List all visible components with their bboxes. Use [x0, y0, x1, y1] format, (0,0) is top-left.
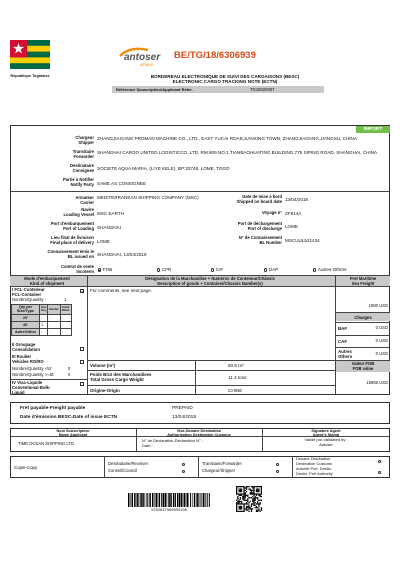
vessel-label: Navire Loading Vessel — [63, 207, 94, 217]
caf-value: 0 USD — [375, 338, 388, 343]
barcode-number: 9752817969593196 — [151, 507, 187, 512]
groupage-checkbox[interactable] — [80, 347, 84, 351]
divider — [10, 286, 390, 287]
radio-icon — [264, 268, 267, 271]
customs-header: Visa Douane Destination Authorization Destination Customs — [167, 429, 231, 438]
table-row: Autre/Other - - - — [12, 328, 72, 335]
applicant-ref-bar — [112, 86, 324, 93]
bulk-checkbox[interactable] — [80, 382, 84, 386]
roro-label: III Roulier Vehicles RO/RO — [12, 354, 44, 364]
bl-number-value: MSCUUL521434 — [285, 238, 320, 243]
doc-title-fr: BORDEREAU ELECTRONIQUE DE SUIVI DES CARGAISONS (BESC) — [150, 74, 300, 79]
table-header: Sec Dry — [41, 304, 47, 313]
final-delivery-label: Lieu final de livraison Final place of delivery — [50, 235, 94, 245]
divider — [87, 385, 335, 386]
freight-payable-label: Fret payable-Freight payable — [20, 406, 86, 411]
copy-box — [10, 456, 390, 478]
other-charges-label: Autres Others — [338, 349, 353, 360]
mode-header: Mode d'embarquement Kind of shipment — [24, 276, 70, 286]
incoterm-cfr[interactable]: CFR — [157, 267, 171, 272]
fcl-qty-value: 1 — [64, 297, 67, 302]
radio-icon — [313, 268, 316, 271]
origin-value: CHINE — [228, 388, 243, 393]
issue-date-label: Date d'émission BESC-Date of issue ECTN — [20, 415, 118, 420]
comments-text: For comments, see next page. — [90, 288, 153, 293]
carrier-label: Armateur Carrier — [75, 195, 94, 205]
fcl-label: I FCL-Conteneur FCL-Container — [12, 287, 45, 297]
roro-qty-large-value: 0 — [68, 372, 71, 377]
caf-label: CAF — [338, 339, 348, 344]
divider — [104, 456, 105, 478]
copy-receiver[interactable]: Destinataire/Receiver — [108, 461, 149, 466]
pod-value: LOME — [285, 224, 299, 229]
final-delivery-value: LOME — [97, 239, 111, 244]
vessel-value: MSC EARTH — [97, 211, 124, 216]
logo-sub: afrique — [140, 62, 153, 67]
divider — [335, 322, 390, 323]
antoser-logo — [118, 46, 168, 68]
radio-icon — [98, 268, 101, 271]
incoterm-dap[interactable]: DAP — [264, 267, 278, 272]
applicant-name: TIME OCEAN SHIPPING LTD — [18, 441, 74, 446]
import-badge: IMPORT — [356, 126, 390, 133]
besc-reference: BE/TG/18/6306939 — [174, 50, 256, 61]
copy-shipper[interactable]: Chargeur/Shipper — [202, 468, 236, 473]
container-table — [11, 304, 72, 336]
agent-header: Signature Agent Agent's Stamp — [311, 429, 341, 438]
volume-label: Volume (m³) — [90, 363, 116, 368]
pod-label: Port de déchargement Port of discharge — [237, 221, 282, 231]
fob-label: Valeur FOB FOB value — [336, 361, 390, 372]
divider — [87, 360, 335, 361]
fob-value: 15866 USD — [366, 380, 388, 385]
country-name: République Togolaise — [10, 74, 50, 78]
notify-value: SAME AS CONSIGNEE — [97, 181, 147, 186]
baf-value: 0 USD — [375, 325, 388, 330]
applicant-ref-label: Référence Souscripteur/Applicant Refer. — [116, 86, 193, 92]
radio-icon — [211, 268, 214, 271]
table-row: 20' - - - — [12, 314, 72, 321]
carrier-value: MEDITERRANEAN SHIPPING COMPANY (MSC) — [97, 195, 199, 200]
incoterm-fob[interactable]: FOB — [98, 267, 112, 272]
other-charges-value: 0 USD — [375, 351, 388, 356]
forwarder-value: SHANGHAI CARGO UNITED LOGISTICCO.,LTD. RM.909.NO.1.TIANBAOHUATING BUILDING,775 SIPING ROAD, SHANGHAI, CHINA — [97, 150, 378, 155]
table-header: Qty per Size/Type — [12, 305, 40, 315]
volume-value: 50.5 m³ — [228, 363, 244, 368]
roro-checkbox[interactable] — [80, 360, 84, 364]
table-row: 40' 1 - - — [12, 321, 72, 328]
incoterm-cif[interactable]: CIF — [211, 267, 223, 272]
copy-customs: Douane Destination Destination Customs Autorité Port. Destin. Destin. Port Authority — [296, 456, 333, 476]
bl-issue-value: SHANGHAI, 13/04/2018 — [97, 252, 147, 257]
qr-code-icon — [236, 486, 262, 512]
doc-title-en: ELECTRONIC CARGO TRACKING NOTE (ECTN) — [172, 79, 278, 84]
logo-text: antoser — [124, 52, 161, 63]
togo-flag — [10, 40, 50, 69]
divider — [87, 276, 88, 395]
notify-label: Partie à Notifier Notify Party — [63, 177, 94, 187]
charges-label: Charges — [336, 313, 390, 321]
incoterm-label: Contrat de vente Incoterm — [60, 264, 94, 274]
bl-number-label: N° de Connaissement BL Number — [238, 235, 282, 245]
barcode-icon — [128, 493, 210, 507]
divider — [87, 370, 335, 371]
applicant-ref-value: TG15020097 — [250, 86, 275, 92]
divider — [198, 456, 199, 478]
voyage-value: ZF814A — [285, 211, 302, 216]
shipdate-label: Date de mise à bord Shipped on board date — [236, 194, 282, 204]
fcl-checkbox[interactable] — [80, 289, 84, 293]
forwarder-label: Transitaire Forwarder — [72, 149, 94, 159]
radio-icon — [157, 268, 160, 271]
incoterm-other[interactable]: Autres-Others — [313, 267, 346, 272]
origin-label: Origine-Origin — [90, 388, 120, 393]
divider — [10, 191, 390, 192]
table-header: Reefer — [48, 305, 60, 315]
agent-validation: Validé par-Validated by : Antoser — [304, 437, 348, 447]
shipper-value: ZHANGJIAGANG PROMAN MACHINE CO., LTD., EAST YUCAI ROAD,SANXING TOWN, ZHANGJIAGANG,JIANGSU, CHINA — [97, 136, 357, 141]
fcl-qty-label: Nombre/Quantity : — [12, 297, 46, 302]
roro-qty-small-value: 0 — [68, 366, 71, 371]
shipdate-value: 13/04/2018 — [285, 197, 308, 202]
divider — [195, 360, 196, 395]
freight-payable-value: PREPAID — [172, 406, 193, 411]
consignee-value: SOCIETE AQUA MARIA, (LIYE KELE), BP:20748, LOME, TOGO — [97, 166, 230, 171]
divider — [335, 347, 390, 348]
weight-value: 11.3 tons — [228, 375, 247, 380]
baf-label: BAF — [338, 326, 348, 331]
desc-header: Désignation de la Marchandise + Numéros de Conteneur/Châssis Description of goods + Container/Chassis Number(s) — [145, 276, 275, 286]
consignee-label: Destinataire Consignee — [70, 163, 94, 173]
bl-issue-label: Connaissement émis le BL issued on — [47, 249, 94, 259]
divider — [335, 335, 390, 336]
copy-forwarder[interactable]: Transitaire/Forwarder — [202, 461, 242, 466]
freight-header: Fret Maritime Sea Freight — [349, 276, 377, 286]
roro-qty-small-label: Nombre/Quantity <5t: — [12, 366, 52, 371]
sea-freight-value: 1900 USD — [368, 303, 388, 308]
groupage-label: II Groupage Consolidation — [12, 342, 40, 352]
shipper-label: Chargeur Shipper — [75, 135, 94, 145]
issue-date-value: 13/04/2018 — [172, 415, 197, 420]
pol-label: Port d'embarquement Port of Loading — [50, 221, 94, 231]
customs-declaration: N° de Déclaration-Declaration N° : Date : — [142, 438, 203, 448]
copy-label: Copie-Copy — [14, 465, 38, 470]
divider — [292, 456, 293, 478]
weight-label: Poids Brut des Marchandises Total Gross Cargo Weight — [90, 372, 152, 383]
applicant-header: Nom Souscripteur Name Applicant — [56, 429, 90, 438]
voyage-label: Voyage n° — [262, 210, 282, 215]
bulk-label: IV Vrac-Liquide Conventional-Bulk- Liquid — [12, 380, 51, 395]
roro-qty-large-label: Nombre/Quantity >=5t: — [12, 372, 55, 377]
pol-value: SHANGHAI — [97, 225, 121, 230]
table-header: Autre Other — [61, 304, 70, 313]
copy-council[interactable]: Conseil/Council — [108, 468, 138, 473]
